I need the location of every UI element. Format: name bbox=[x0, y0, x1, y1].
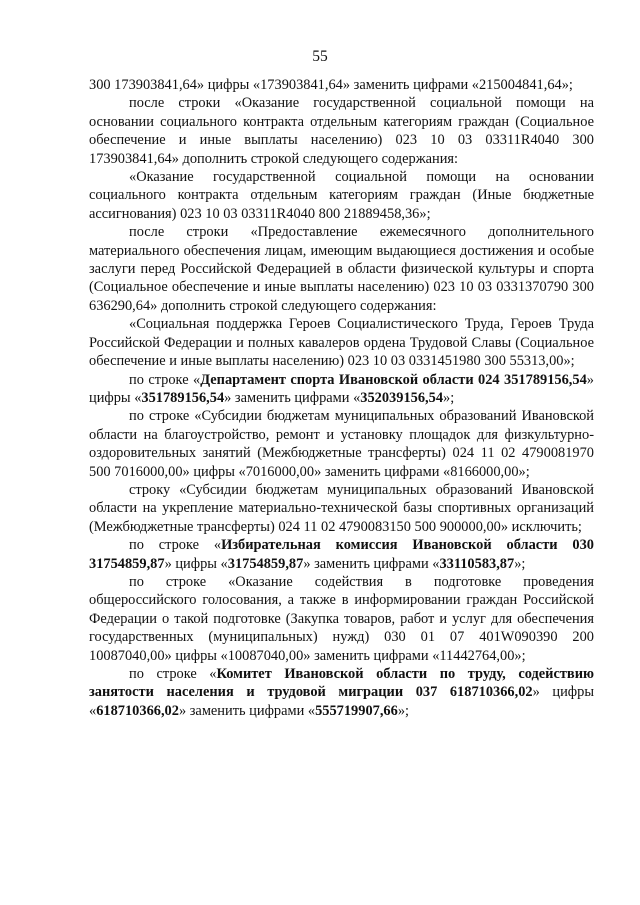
paragraph bbox=[89, 665, 594, 720]
text-run: после строки «Оказание государственной социальной помощи на основании социального контракта отдельным категориям граждан (Социальное обеспечение и иные выплаты населению) 023 10 03 03311R4040 300 173903841,64» дополнить строкой следующего содержания: bbox=[89, 95, 594, 167]
paragraph bbox=[89, 223, 594, 315]
text-run: «Социальная поддержка Героев Социалистического Труда, Героев Труда Российской Федерации и полных кавалеров ордена Трудовой Славы (Социальное обеспечение и иные выплаты населению) 023 10 03 0331451980 300 55313,00»; bbox=[89, 316, 594, 370]
text-run: »; bbox=[397, 702, 410, 719]
page-number: 55 bbox=[312, 48, 328, 65]
text-run: »; bbox=[443, 389, 455, 406]
paragraph bbox=[89, 76, 594, 94]
paragraph bbox=[89, 168, 594, 223]
paragraph bbox=[89, 371, 594, 408]
paragraph bbox=[89, 94, 594, 168]
paragraph bbox=[89, 481, 594, 536]
text-run: по строке «Субсидии бюджетам муниципальных образований Ивановской области на благоустройство, ремонт и установку площадок для физкультурно-оздоровительных занятий (Межбюджетные трансферты) 024 11 02 4790081970 500 7016000,00» цифры «7016000,00» заменить цифрами «8166000,00»; bbox=[89, 408, 594, 480]
text-run: » заменить цифрами « bbox=[178, 702, 316, 719]
text-run: » цифры « bbox=[164, 555, 228, 572]
text-run: 300 173903841,64» цифры «173903841,64» заменить цифрами «215004841,64»; bbox=[89, 77, 573, 93]
text-run: » цифры « bbox=[89, 684, 594, 719]
paragraph bbox=[89, 536, 594, 573]
paragraph bbox=[89, 573, 594, 665]
paragraph bbox=[89, 407, 594, 481]
text-run: » заменить цифрами « bbox=[224, 389, 361, 406]
document-body bbox=[89, 76, 594, 720]
text-run: » заменить цифрами « bbox=[303, 555, 440, 572]
bold-text-run: 352039156,54 bbox=[360, 389, 444, 406]
text-run: строку «Субсидии бюджетам муниципальных образований Ивановской области на укрепление материально-технической базы спортивных организаций (Межбюджетные трансферты) 024 11 02 4790083150 500 900000,00» исключить; bbox=[89, 481, 594, 535]
text-run: по строке «Оказание содействия в подготовке проведения общероссийского голосования, а также в информировании граждан Российской Федерации о такой подготовке (Закупка товаров, работ и услуг для обеспечения государственных (муниципальных) нужд) 030 01 07 401W090390 200 10087040,00» цифры «10087040,00» заменить цифрами «11442764,00»; bbox=[89, 573, 594, 664]
text-run: после строки «Предоставление ежемесячного дополнительного материального обеспечения лицам, имеющим выдающиеся достижения и особые заслуги перед Российской Федерацией в области физической культуры и спорта (Социальное обеспечение и иные выплаты населению) 023 10 03 0331370790 300 636290,64» дополнить строкой следующего содержания: bbox=[89, 224, 594, 314]
bold-text-run: 351789156,54 bbox=[141, 389, 225, 406]
bold-text-run: 618710366,02 bbox=[96, 702, 179, 719]
text-run: по строке « bbox=[129, 666, 217, 682]
bold-text-run: 33110583,87 bbox=[439, 555, 515, 572]
bold-text-run: 555719907,66 bbox=[315, 702, 398, 719]
text-run: по строке « bbox=[129, 371, 201, 388]
text-run: «Оказание государственной социальной помощи на основании социального контракта отдельным категориям граждан (Иные бюджетные ассигнования) 023 10 03 03311R4040 800 21889458,36»; bbox=[89, 169, 594, 222]
bold-text-run: Департамент спорта Ивановской области 024 351789156,54 bbox=[200, 371, 587, 388]
text-run: » цифры « bbox=[89, 371, 594, 406]
paragraph bbox=[89, 315, 594, 370]
bold-text-run: Комитет Ивановской области по труду, содействию занятости населения и трудовой миграции 037 618710366,02 bbox=[89, 666, 594, 701]
text-run: »; bbox=[514, 555, 526, 572]
text-run: по строке « bbox=[129, 537, 222, 554]
bold-text-run: Избирательная комиссия Ивановской области 030 31754859,87 bbox=[89, 537, 594, 572]
bold-text-run: 31754859,87 bbox=[227, 555, 304, 572]
